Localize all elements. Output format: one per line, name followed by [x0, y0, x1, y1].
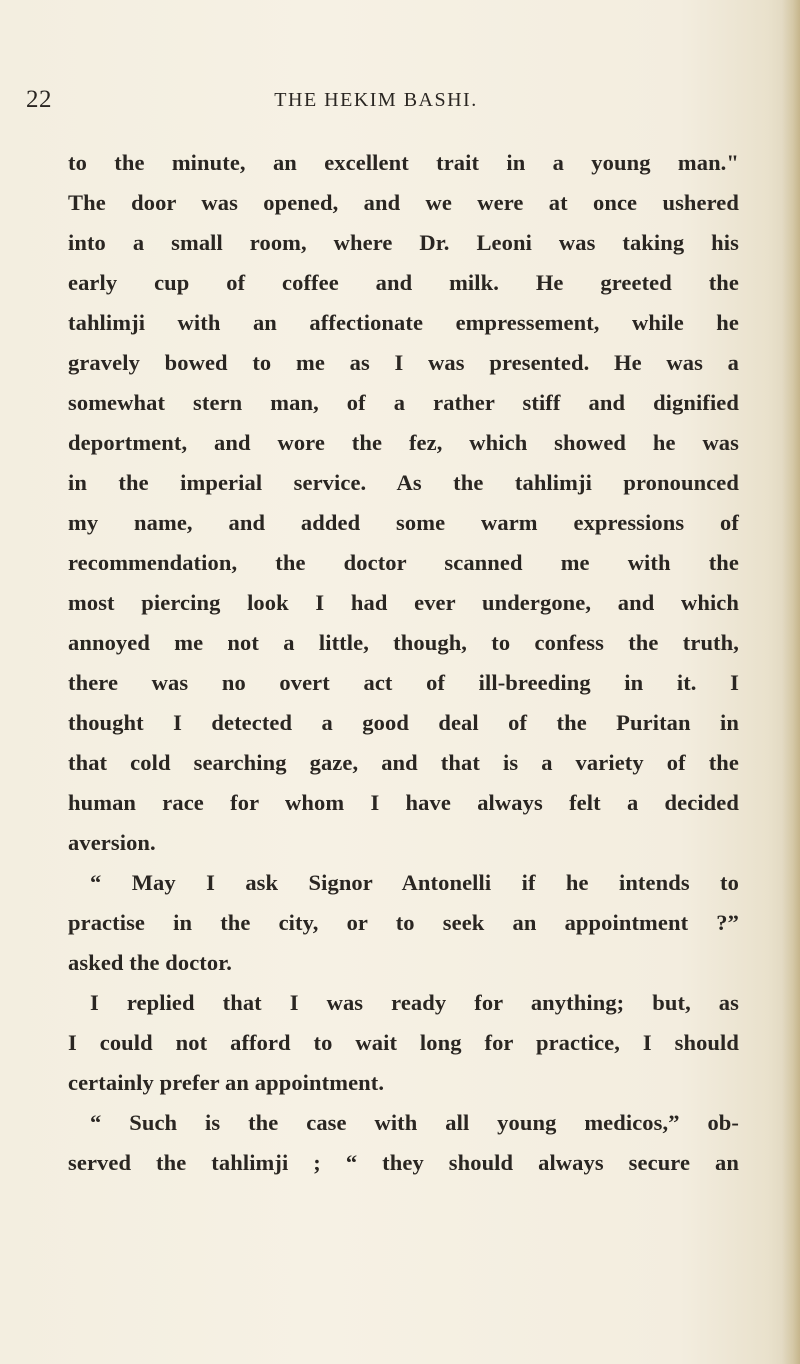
- running-title: THE HEKIM BASHI.: [274, 89, 478, 111]
- text-line: there was no overt act of ill-breeding in it. I: [68, 670, 739, 695]
- page-header: [26, 86, 726, 122]
- body-text: [68, 143, 739, 1183]
- text-line: that cold searching gaze, and that is a variety of the: [68, 750, 739, 775]
- text-line: somewhat stern man, of a rather stiff and dignified: [68, 390, 739, 415]
- text-line: I could not afford to wait long for practice, I should: [68, 1030, 739, 1055]
- text-line: “ May I ask Signor Antonelli if he intends to: [90, 870, 739, 895]
- text-line: into a small room, where Dr. Leoni was taking his: [68, 230, 739, 255]
- text-line: recommendation, the doctor scanned me with the: [68, 550, 739, 575]
- text-line: in the imperial service. As the tahlimji pronounced: [68, 470, 739, 495]
- text-line: most piercing look I had ever undergone, and which: [68, 590, 739, 615]
- text-line: “ Such is the case with all young medicos,” ob-: [90, 1110, 739, 1135]
- text-line: early cup of coffee and milk. He greeted the: [68, 270, 739, 295]
- text-line: human race for whom I have always felt a decided: [68, 790, 739, 815]
- text-line: certainly prefer an appointment.: [68, 1070, 385, 1095]
- text-line: practise in the city, or to seek an appointment ?”: [68, 910, 739, 935]
- text-line: to the minute, an excellent trait in a young man.": [68, 150, 739, 175]
- text-line: aversion.: [68, 830, 156, 855]
- text-line: asked the doctor.: [68, 950, 233, 975]
- text-line: tahlimji with an affectionate empressement, while he: [68, 310, 739, 335]
- page-edge-shading: [782, 0, 800, 1364]
- page-number: 22: [26, 86, 52, 113]
- text-line: served the tahlimji ; “ they should always secure an: [68, 1150, 739, 1175]
- text-line: gravely bowed to me as I was presented. He was a: [68, 350, 739, 375]
- text-line: thought I detected a good deal of the Puritan in: [68, 710, 739, 735]
- text-line: my name, and added some warm expressions of: [68, 510, 739, 535]
- text-line: annoyed me not a little, though, to confess the truth,: [68, 630, 739, 655]
- text-line: deportment, and wore the fez, which showed he was: [68, 430, 739, 455]
- text-line: The door was opened, and we were at once ushered: [68, 190, 739, 215]
- text-line: I replied that I was ready for anything; but, as: [90, 990, 739, 1015]
